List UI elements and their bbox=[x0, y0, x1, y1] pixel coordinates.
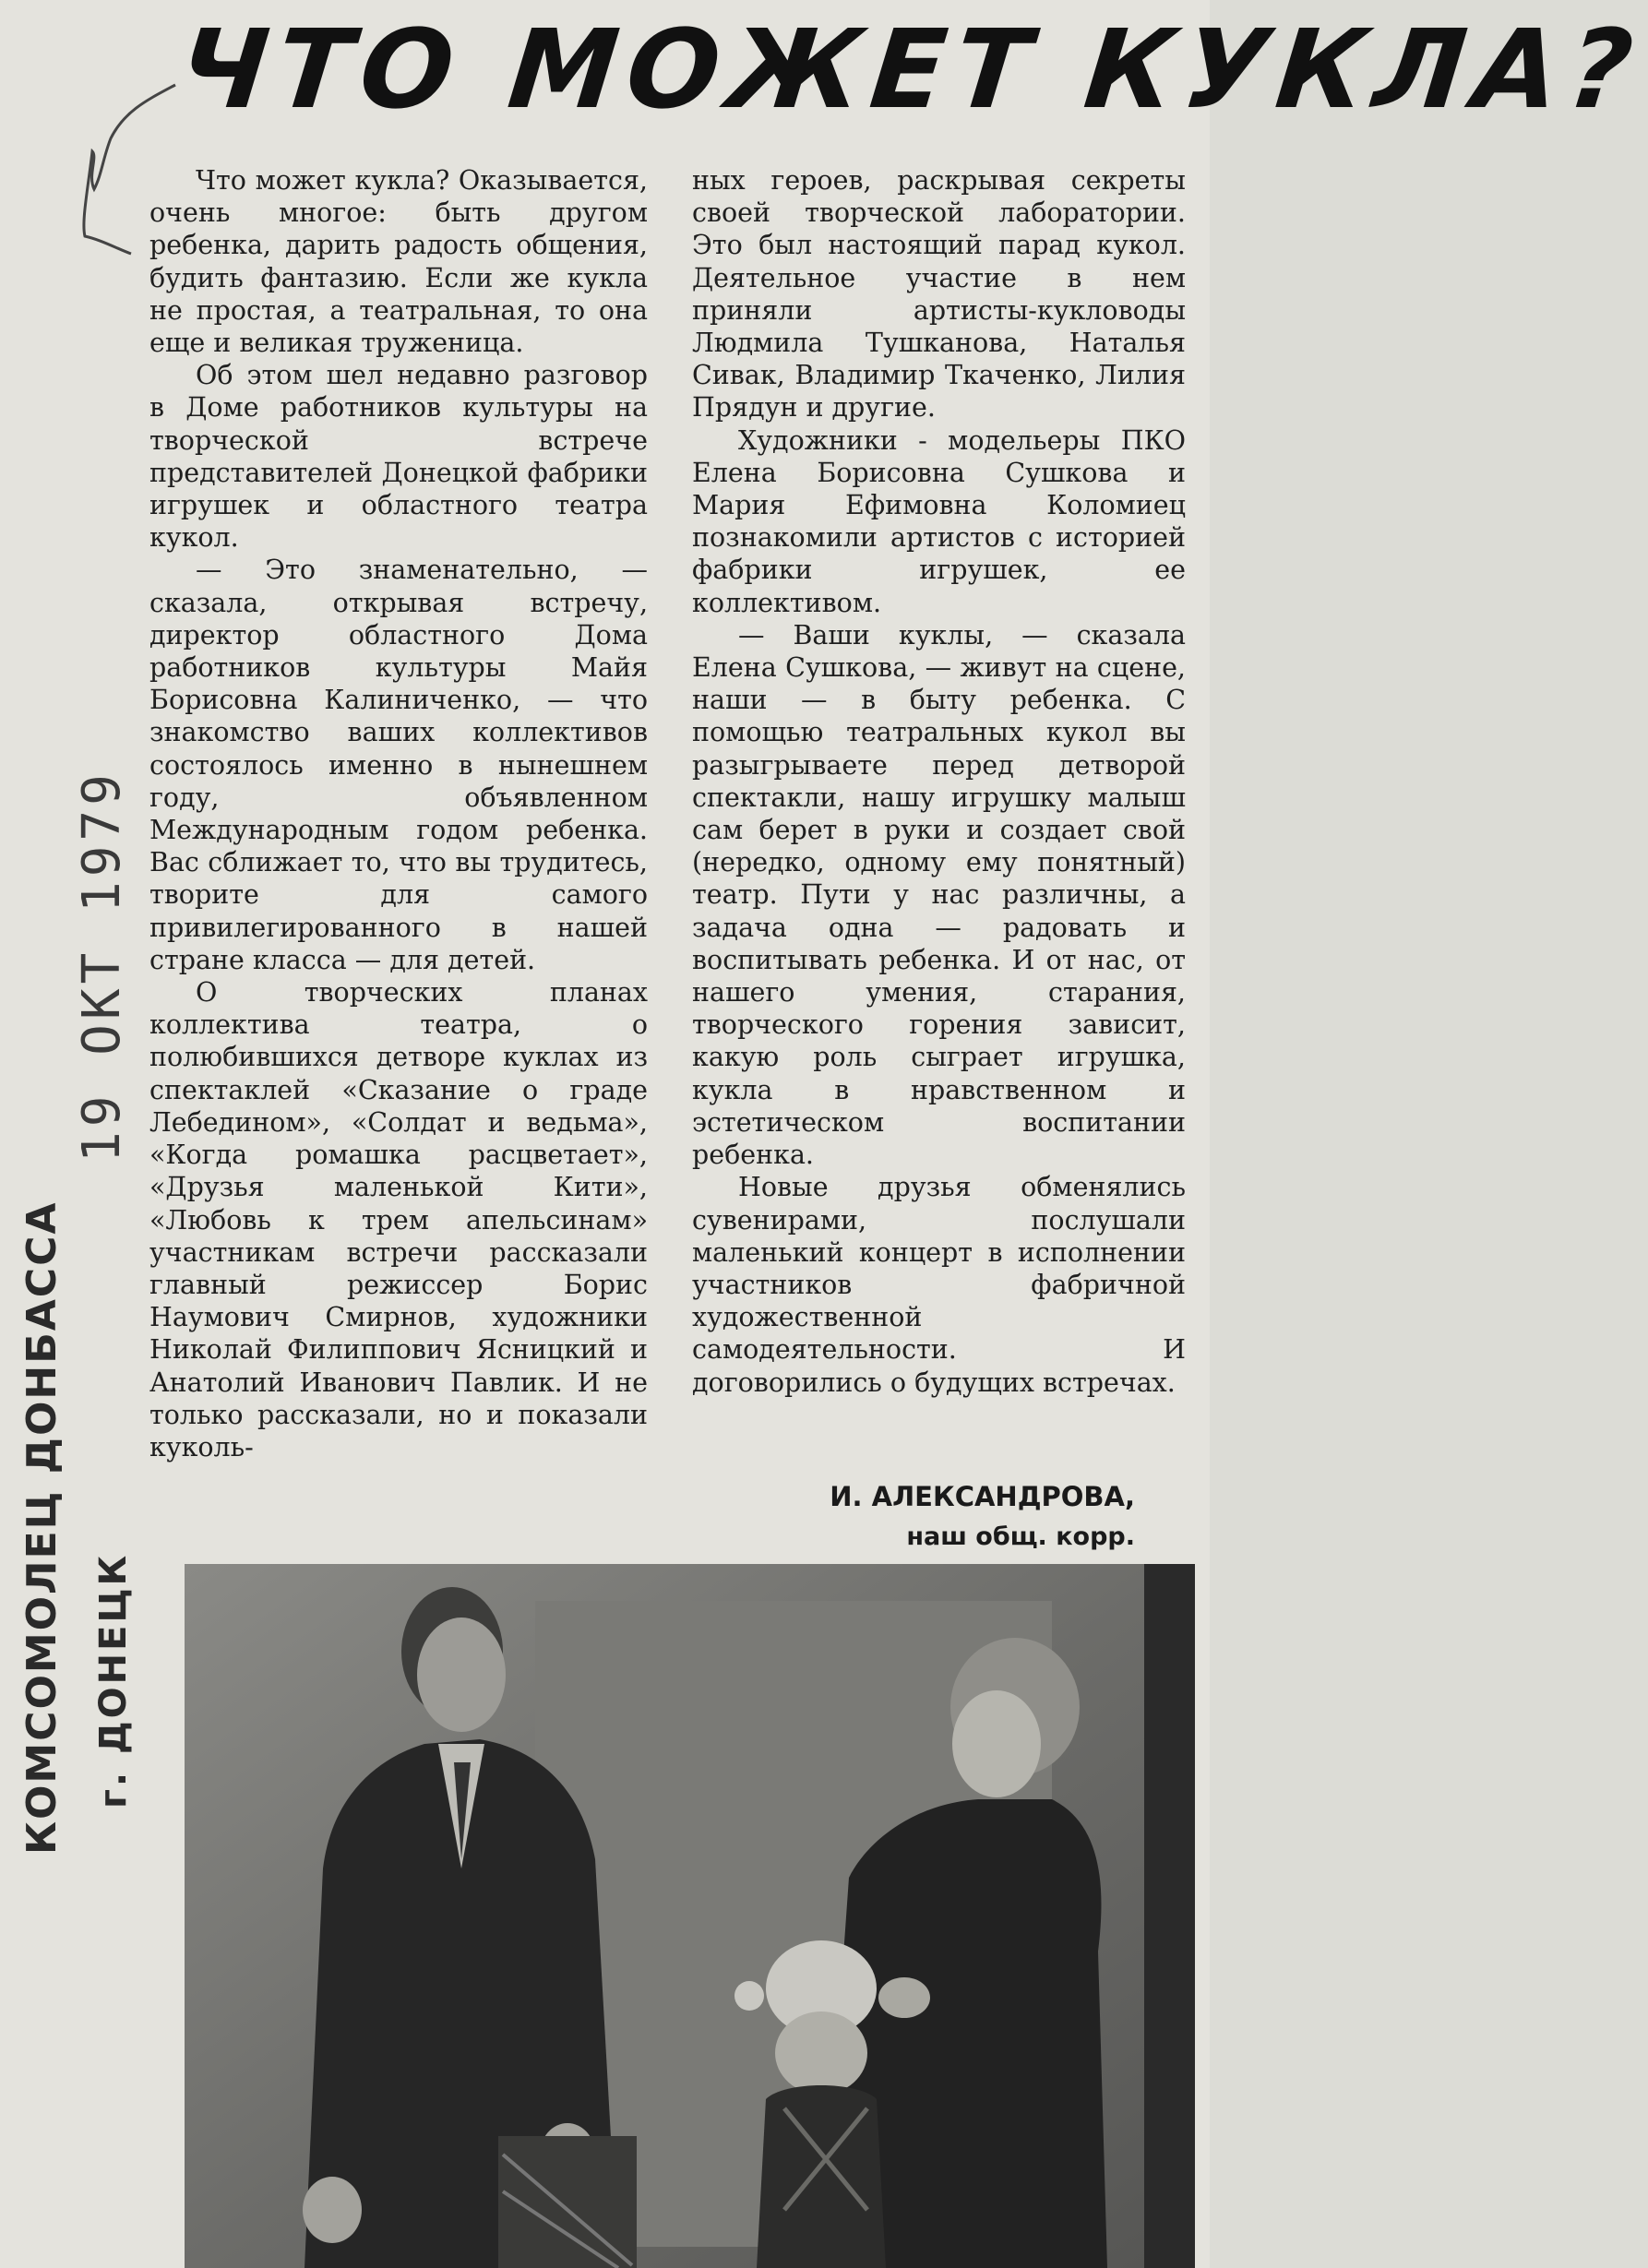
article-column-2 bbox=[692, 164, 1186, 1399]
paragraph: Новые друзья обменялись сувенирами, послушали маленький концерт в исполнении участников фабричной художественной самодеятельности. И договорились о будущих встречах. bbox=[692, 1172, 1186, 1398]
paragraph: — Ваши куклы, — сказала Елена Сушкова, — живут на сцене, наши — в быту ребенка. С помощью театральных кукол вы разыгрываете перед детворой спектакли, нашу игрушку малыш сам берет в руки и создает свой (нередко, одному ему понятный) театр. Пути у нас различны, а задача одна — радовать и воспитывать ребенка. И от нас, от нашего умения, старания, творческого горения зависит, какую роль сыграет игрушка, кукла в нравственном и эстетическом воспитании ребенка. bbox=[692, 619, 1186, 1171]
article-column-1 bbox=[149, 164, 648, 1463]
paragraph: Об этом шел недавно разговор в Доме работников культуры на творческой встрече представителей Донецкой фабрики игрушек и областного театра кукол. bbox=[149, 360, 648, 554]
news-photo bbox=[185, 1564, 1195, 2268]
news-photo-man-woman-puppet-icon bbox=[185, 1564, 1195, 2268]
newspaper-stamp: КОМСОМОЛЕЦ ДОНБАССА bbox=[18, 1200, 66, 1855]
paragraph: О творческих планах коллектива театра, о полюбившихся детворе куклах из спектаклей «Сказание о граде Лебедином», «Солдат и ведьма», «Когда ромашка расцветает», «Друзья маленькой Кити», «Любовь к трем апельсинам» участникам встречи рассказали главный режиссер Борис Наумович Смирнов, художники Николай Филиппович Ясницкий и Анатолий Иванович Павлик. И не только рассказали, но и показали куколь- bbox=[149, 977, 648, 1462]
author-role: наш общ. корр. bbox=[906, 1522, 1135, 1551]
paragraph: Что может кукла? Оказывается, очень многое: быть другом ребенка, дарить радость общения, будить фантазию. Если же кукла не простая, а театральная, то она еще и великая труженица. bbox=[149, 165, 648, 359]
paragraph: Художники - модельеры ПКО Елена Борисовна Сушкова и Мария Ефимовна Коломиец познакомили артистов с историей фабрики игрушек, ее коллективом. bbox=[692, 424, 1186, 618]
paragraph: ных героев, раскрывая секреты своей творческой лаборатории. Это был настоящий парад кукол. Деятельное участие в нем приняли артисты-кукловоды Людмила Тушканова, Наталья Сивак, Владимир Ткаченко, Лилия Прядун и другие. bbox=[692, 165, 1186, 424]
city-stamp: г. ДОНЕЦК bbox=[92, 1552, 135, 1808]
date-stamp: 19 ОКТ 1979 bbox=[72, 770, 132, 1163]
paragraph: — Это знаменательно, — сказала, открывая встречу, директор областного Дома работников культуры Майя Борисовна Калиниченко, — что знакомство ваших коллективов состоялось именно в нынешнем году, объявленном Международным годом ребенка. Вас сближает то, что вы трудитесь, творите для самого привилегированного в нашей стране класса — для детей. bbox=[149, 555, 648, 975]
author-name: И. АЛЕКСАНДРОВА, bbox=[830, 1481, 1135, 1512]
article-headline: ЧТО МОЖЕТ КУКЛА? bbox=[173, 6, 1648, 133]
